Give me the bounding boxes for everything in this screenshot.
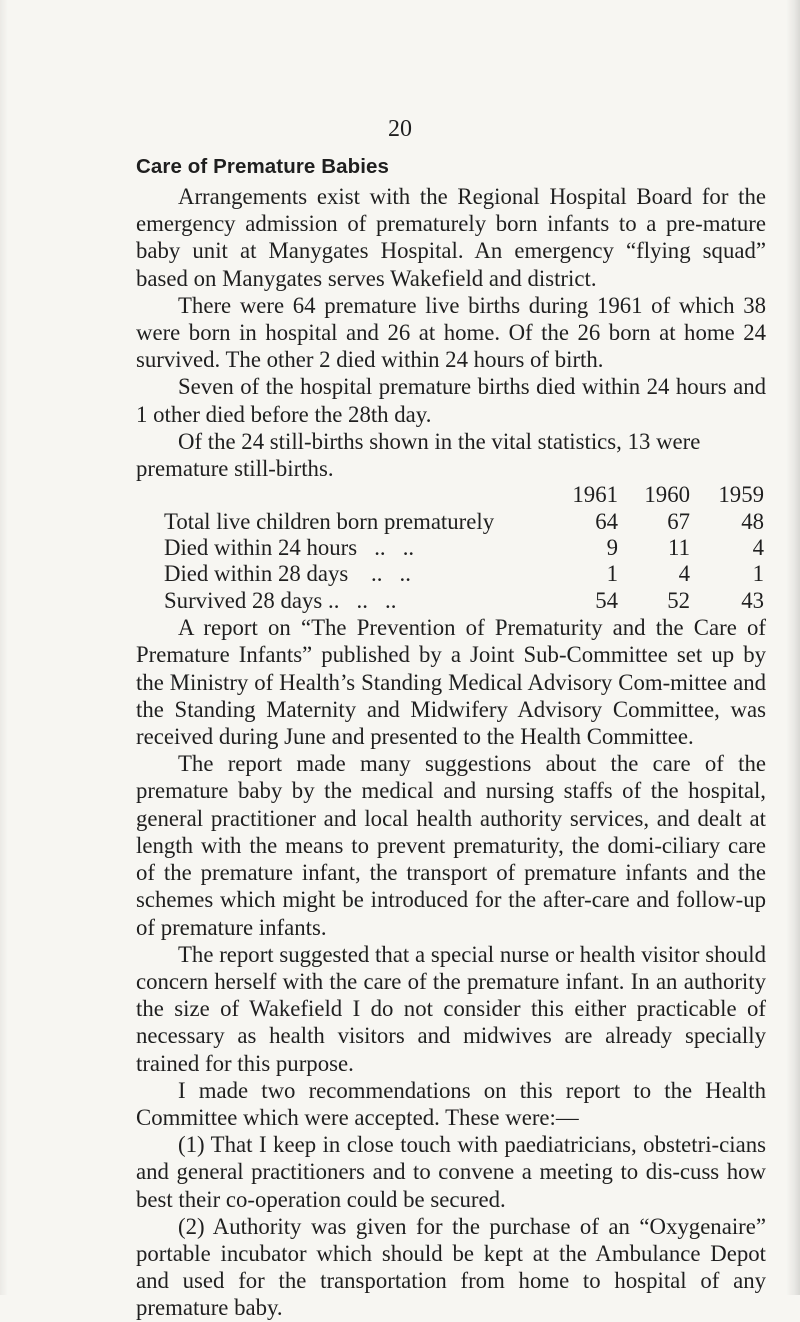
- paragraph: (1) That I keep in close touch with paediatricians, obstetri-cians and general practitioners and to convene a meeting to dis-cuss how best their co-operation could be secured.: [136, 1132, 766, 1212]
- table-cell: 43: [741, 587, 764, 613]
- table-row: [164, 588, 764, 614]
- paragraph: I made two recommendations on this report to the Health Committee which were accepted. These were:—: [136, 1077, 766, 1130]
- table-row: [164, 561, 764, 587]
- table-cell: 1: [606, 561, 618, 587]
- year-header: 1961: [572, 482, 618, 508]
- page-edge-shadow-left: [0, 0, 8, 1295]
- table-cell: 67: [667, 508, 690, 534]
- premature-births-table: [164, 482, 764, 614]
- paragraph: (2) Authority was given for the purchase of an “Oxygenaire” portable incubator which should be kept at the Ambulance Depot and used for the transportation from home to hospital of any premature baby.: [136, 1213, 766, 1321]
- table-cell: 11: [668, 535, 690, 561]
- table-cell: 48: [741, 508, 764, 534]
- paragraph: Of the 24 still-births shown in the vital statistics, 13 were premature still-births.: [136, 428, 701, 482]
- table-cell: 64: [595, 508, 618, 534]
- table-cell: 52: [667, 587, 690, 613]
- row-label: Died within 24 hours .. ..: [164, 535, 415, 561]
- page-number: 20: [388, 116, 412, 142]
- row-label: Total live children born prematurely: [164, 508, 495, 534]
- paragraph: Arrangements exist with the Regional Hospital Board for the emergency admission of prematurely born infants to a pre-mature baby unit at Manygates Hospital. An emergency “flying squad” based on Manygates serves Wakefield and district.: [136, 184, 766, 291]
- table-cell: 54: [595, 587, 618, 613]
- page-edge-shadow-right: [786, 0, 800, 1295]
- paragraph: A report on “The Prevention of Prematurity and the Care of Premature Infants” published by a Joint Sub-Committee set up by the Ministry of Health’s Standing Medical Advisory Com-mittee and the Standing Maternity and Midwifery Advisory Committee, was received during June and presented to the Health Committee.: [136, 615, 766, 750]
- page-content: [136, 155, 766, 1322]
- table-row: [164, 509, 764, 535]
- table-header-blank: [164, 482, 548, 508]
- table-cell: 1: [752, 561, 764, 587]
- row-label: Died within 28 days .. ..: [164, 561, 411, 587]
- table-cell: 9: [606, 535, 618, 561]
- paragraph: Seven of the hospital premature births died within 24 hours and 1 other died before the 28th day.: [136, 374, 766, 427]
- paragraph: There were 64 premature live births during 1961 of which 38 were born in hospital and 26 at home. Of the 26 born at home 24 survived. The other 2 died within 24 hours of birth.: [136, 292, 766, 373]
- table-header-row: [164, 482, 764, 508]
- year-header: 1960: [644, 482, 690, 508]
- section-heading: Care of Premature Babies: [136, 155, 390, 178]
- table-cell: 4: [752, 535, 764, 561]
- year-header: 1959: [718, 482, 764, 508]
- row-label: Survived 28 days .. .. ..: [164, 587, 397, 613]
- paragraph: The report suggested that a special nurse or health visitor should concern herself with the care of the premature infant. In an authority the size of Wakefield I do not consider this either practicable of necessary as health visitors and midwives are already specially trained for this purpose.: [136, 941, 766, 1076]
- paragraph: The report made many suggestions about the care of the premature baby by the medical and nursing staffs of the hospital, general practitioner and local health authority services, and dealt at length with the means to prevent prematurity, the domi-ciliary care of the premature infant, the transport of premature infants and the schemes which might be introduced for the after-care and follow-up of premature infants.: [136, 751, 766, 940]
- table-cell: 4: [678, 561, 690, 587]
- table-row: [164, 535, 764, 561]
